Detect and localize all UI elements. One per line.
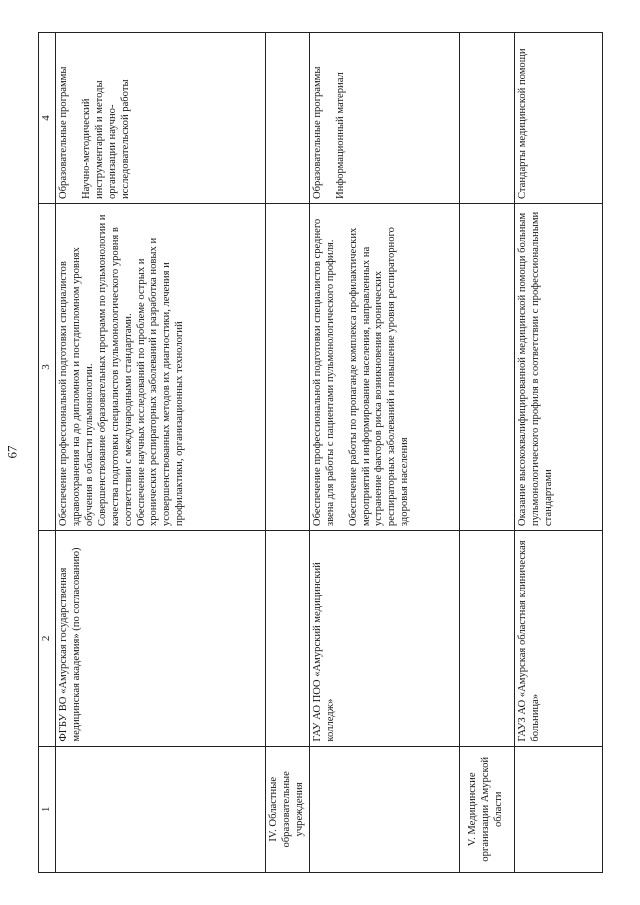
section-title: V. Медицинские организации Амурской области bbox=[459, 746, 514, 872]
result-text: Образовательные программы bbox=[57, 66, 69, 199]
page-number: 67 bbox=[4, 445, 20, 459]
result-text: Информационный материал bbox=[334, 71, 346, 199]
header-row bbox=[38, 32, 55, 872]
column-header: 3 bbox=[38, 203, 55, 530]
cell-organization: ГАУ АО ПОО «Амурский медицинский колледж» bbox=[309, 530, 459, 746]
result-text: Стандарты медицинской помощи bbox=[516, 47, 528, 199]
cell-functions bbox=[55, 203, 265, 530]
function-text: Обеспечение профессиональной подготовки специалистов среднего звена для работы с пациентами пульмонологического профиля. bbox=[311, 218, 336, 526]
cell-results bbox=[514, 32, 602, 203]
cell-organization: ГАУЗ АО «Амурская областная клиническая больница» bbox=[514, 530, 602, 746]
table-row bbox=[514, 32, 602, 872]
cell-organization: ФГБУ ВО «Амурская государственная медицинская академия» (по согласованию) bbox=[55, 530, 265, 746]
plan-table bbox=[38, 32, 603, 873]
rotated-table-page bbox=[38, 32, 603, 873]
section-row bbox=[459, 32, 514, 872]
function-text: Оказание высококвалифицированной медицинской помощи больным пульмонологического профиля в соответствии с профессиональными стандартами bbox=[516, 211, 554, 526]
function-text: Обеспечение работы по пропаганде комплекса профилактических мероприятий и информирование населения, направленных на устранение факторов риска возникновения хронических респираторных заболеваний и повышение уровня респираторного здоровья населения bbox=[347, 226, 410, 526]
function-text: Обеспечение профессиональной подготовки специалистов здравоохранения на до дипломном и постдипломном уровнях обучения в области пульмонологии. bbox=[57, 246, 95, 526]
cell-empty bbox=[55, 746, 265, 872]
function-text: Совершенствование образовательных программ по пульмонологии и качества подготовки специалистов пульмонологического уровня в соответствии с международными стандартами. bbox=[96, 214, 134, 526]
function-text: Обеспечение научных исследований по проблеме острых и хронических респираторных заболеваний и разработка новых и усовершенствованных методов их диагностики, лечения и профилактики, организационных технологий bbox=[135, 237, 185, 526]
column-header: 2 bbox=[38, 530, 55, 746]
cell-results bbox=[55, 32, 265, 203]
table-row bbox=[309, 32, 459, 872]
cell-results bbox=[309, 32, 459, 203]
table-row bbox=[55, 32, 265, 872]
cell-empty bbox=[265, 203, 309, 530]
cell-empty bbox=[459, 203, 514, 530]
cell-empty bbox=[309, 746, 459, 872]
column-header: 4 bbox=[38, 32, 55, 203]
result-text: Научно-методический инструментарий и методы организации научно-исследовательской работы bbox=[80, 78, 131, 199]
cell-empty bbox=[459, 530, 514, 746]
section-row bbox=[265, 32, 309, 872]
section-title: IV. Областные образовательные учреждения bbox=[265, 746, 309, 872]
cell-empty bbox=[265, 32, 309, 203]
cell-functions bbox=[309, 203, 459, 530]
cell-empty bbox=[514, 746, 602, 872]
cell-functions bbox=[514, 203, 602, 530]
column-header: 1 bbox=[38, 746, 55, 872]
cell-empty bbox=[459, 32, 514, 203]
cell-empty bbox=[265, 530, 309, 746]
result-text: Образовательные программы bbox=[311, 66, 323, 199]
